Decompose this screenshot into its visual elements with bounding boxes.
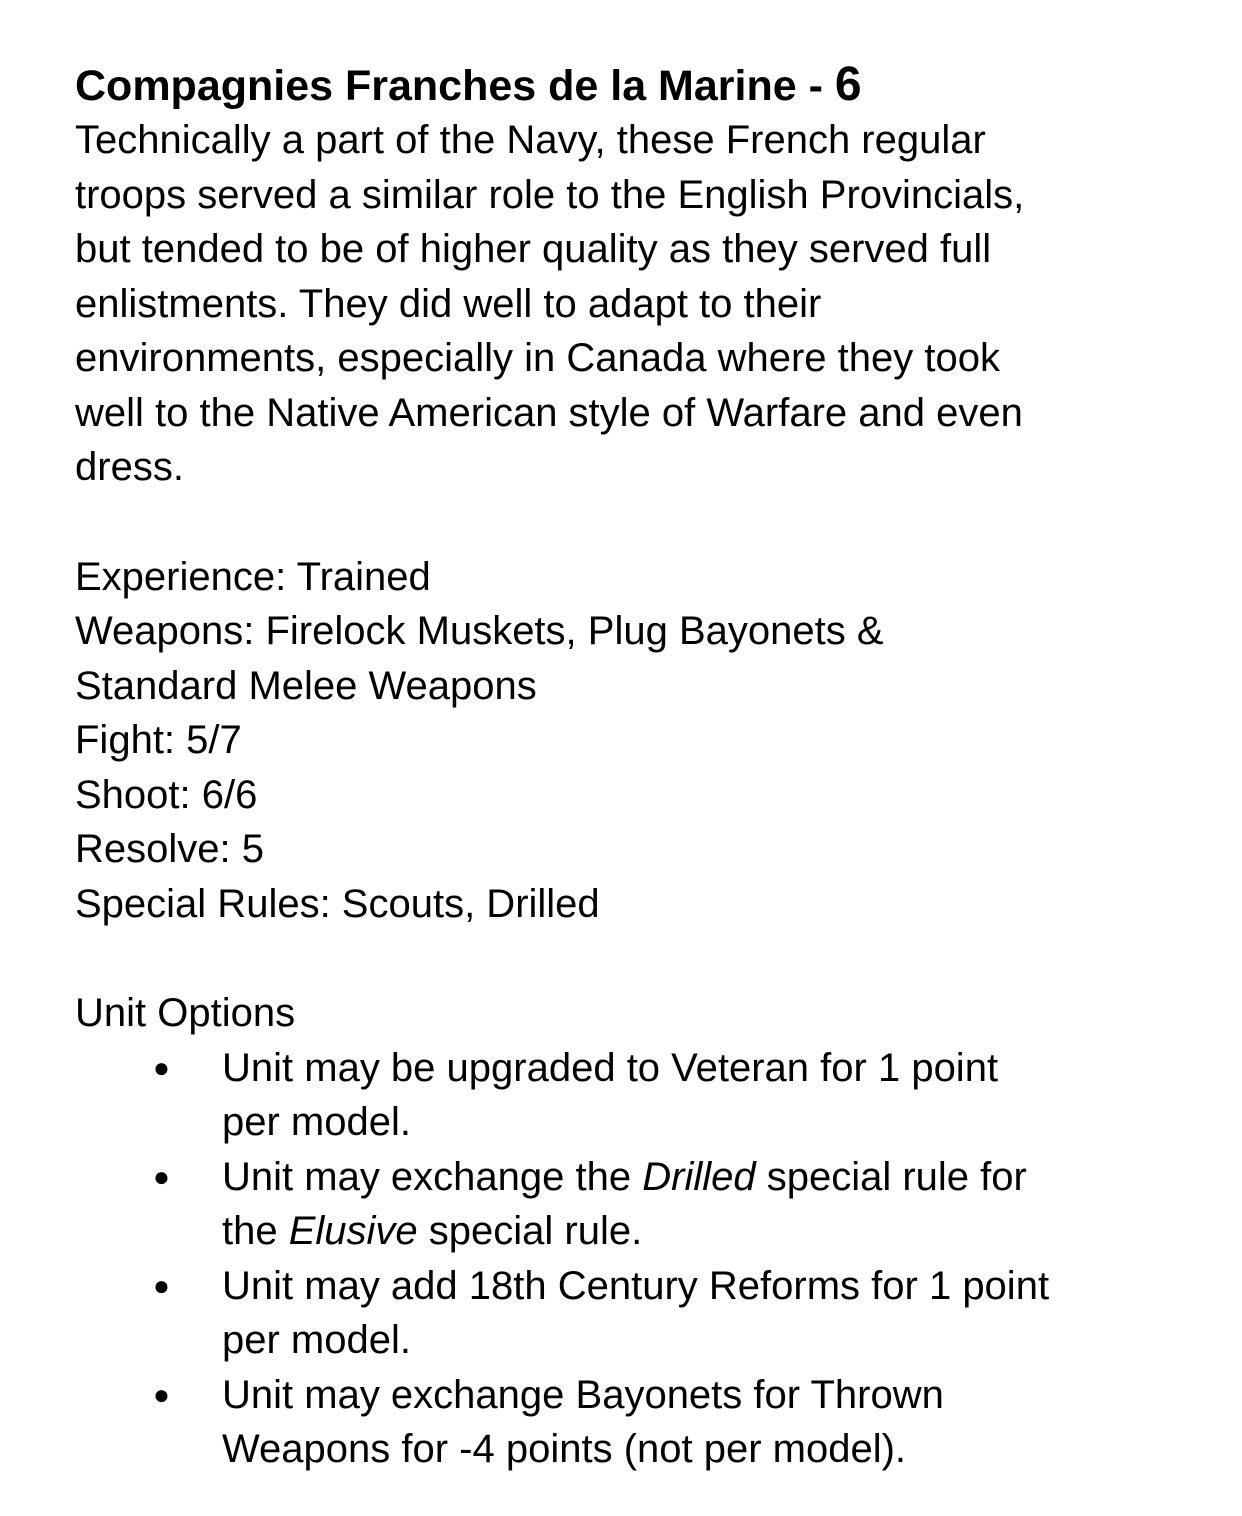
option-text: Weapons for -4 points (not per model). <box>222 1427 907 1471</box>
bullet-icon: ● <box>153 1378 170 1410</box>
description-line: dress. <box>75 445 184 489</box>
unit-options-list <box>75 1041 1195 1477</box>
bullet-icon: ● <box>153 1269 170 1301</box>
special-rules-stat: Special Rules: Scouts, Drilled <box>75 881 600 926</box>
list-item <box>75 1041 1195 1150</box>
spacer <box>75 931 1195 986</box>
option-text: per model. <box>222 1318 411 1362</box>
weapons-stat: Weapons: Firelock Muskets, Plug Bayonets & <box>75 609 884 653</box>
list-item <box>75 1150 1195 1259</box>
description-line: troops served a similar role to the English Provincials, <box>75 172 1025 217</box>
unit-points: 6 <box>834 58 862 111</box>
option-text <box>222 1150 1195 1205</box>
option-text-part: special rule for <box>755 1154 1027 1199</box>
description-line: but tended to be of higher quality as they served full <box>75 227 992 271</box>
experience-stat: Experience: Trained <box>75 554 431 599</box>
title-separator: - <box>796 62 835 110</box>
option-text <box>222 1204 1195 1259</box>
list-item <box>75 1259 1195 1368</box>
description-line: enlistments. They did well to adapt to their <box>75 281 822 326</box>
spacer <box>75 495 1195 550</box>
option-text-part: the <box>222 1209 289 1253</box>
description-line: Technically a part of the Navy, these French regular <box>75 118 986 162</box>
bullet-icon: ● <box>153 1160 170 1192</box>
option-text-part: special rule. <box>417 1209 643 1253</box>
unit-description <box>75 113 1195 495</box>
list-item <box>75 1368 1195 1477</box>
weapons-stat-continued: Standard Melee Weapons <box>75 663 537 708</box>
option-text: Unit may add 18th Century Reforms for 1 point <box>222 1263 1050 1308</box>
option-text-part: Unit may exchange the <box>222 1154 643 1199</box>
unit-options-heading: Unit Options <box>75 991 296 1035</box>
unit-stats <box>75 550 1195 932</box>
unit-profile-document <box>75 58 1195 1477</box>
unit-title <box>75 58 1195 113</box>
description-line: well to the Native American style of Warfare and even <box>75 390 1023 435</box>
bullet-icon: ● <box>153 1051 170 1083</box>
fight-stat: Fight: 5/7 <box>75 718 242 762</box>
rule-name-elusive: Elusive <box>288 1209 418 1253</box>
resolve-stat: Resolve: 5 <box>75 827 264 871</box>
unit-name: Compagnies Franches de la Marine <box>75 62 797 110</box>
shoot-stat: Shoot: 6/6 <box>75 772 258 817</box>
option-text: Unit may be upgraded to Veteran for 1 point <box>222 1045 999 1090</box>
description-line: environments, especially in Canada where they took <box>75 336 1000 380</box>
rule-name-drilled: Drilled <box>642 1154 756 1199</box>
option-text: per model. <box>222 1100 411 1144</box>
option-text: Unit may exchange Bayonets for Thrown <box>222 1372 944 1417</box>
